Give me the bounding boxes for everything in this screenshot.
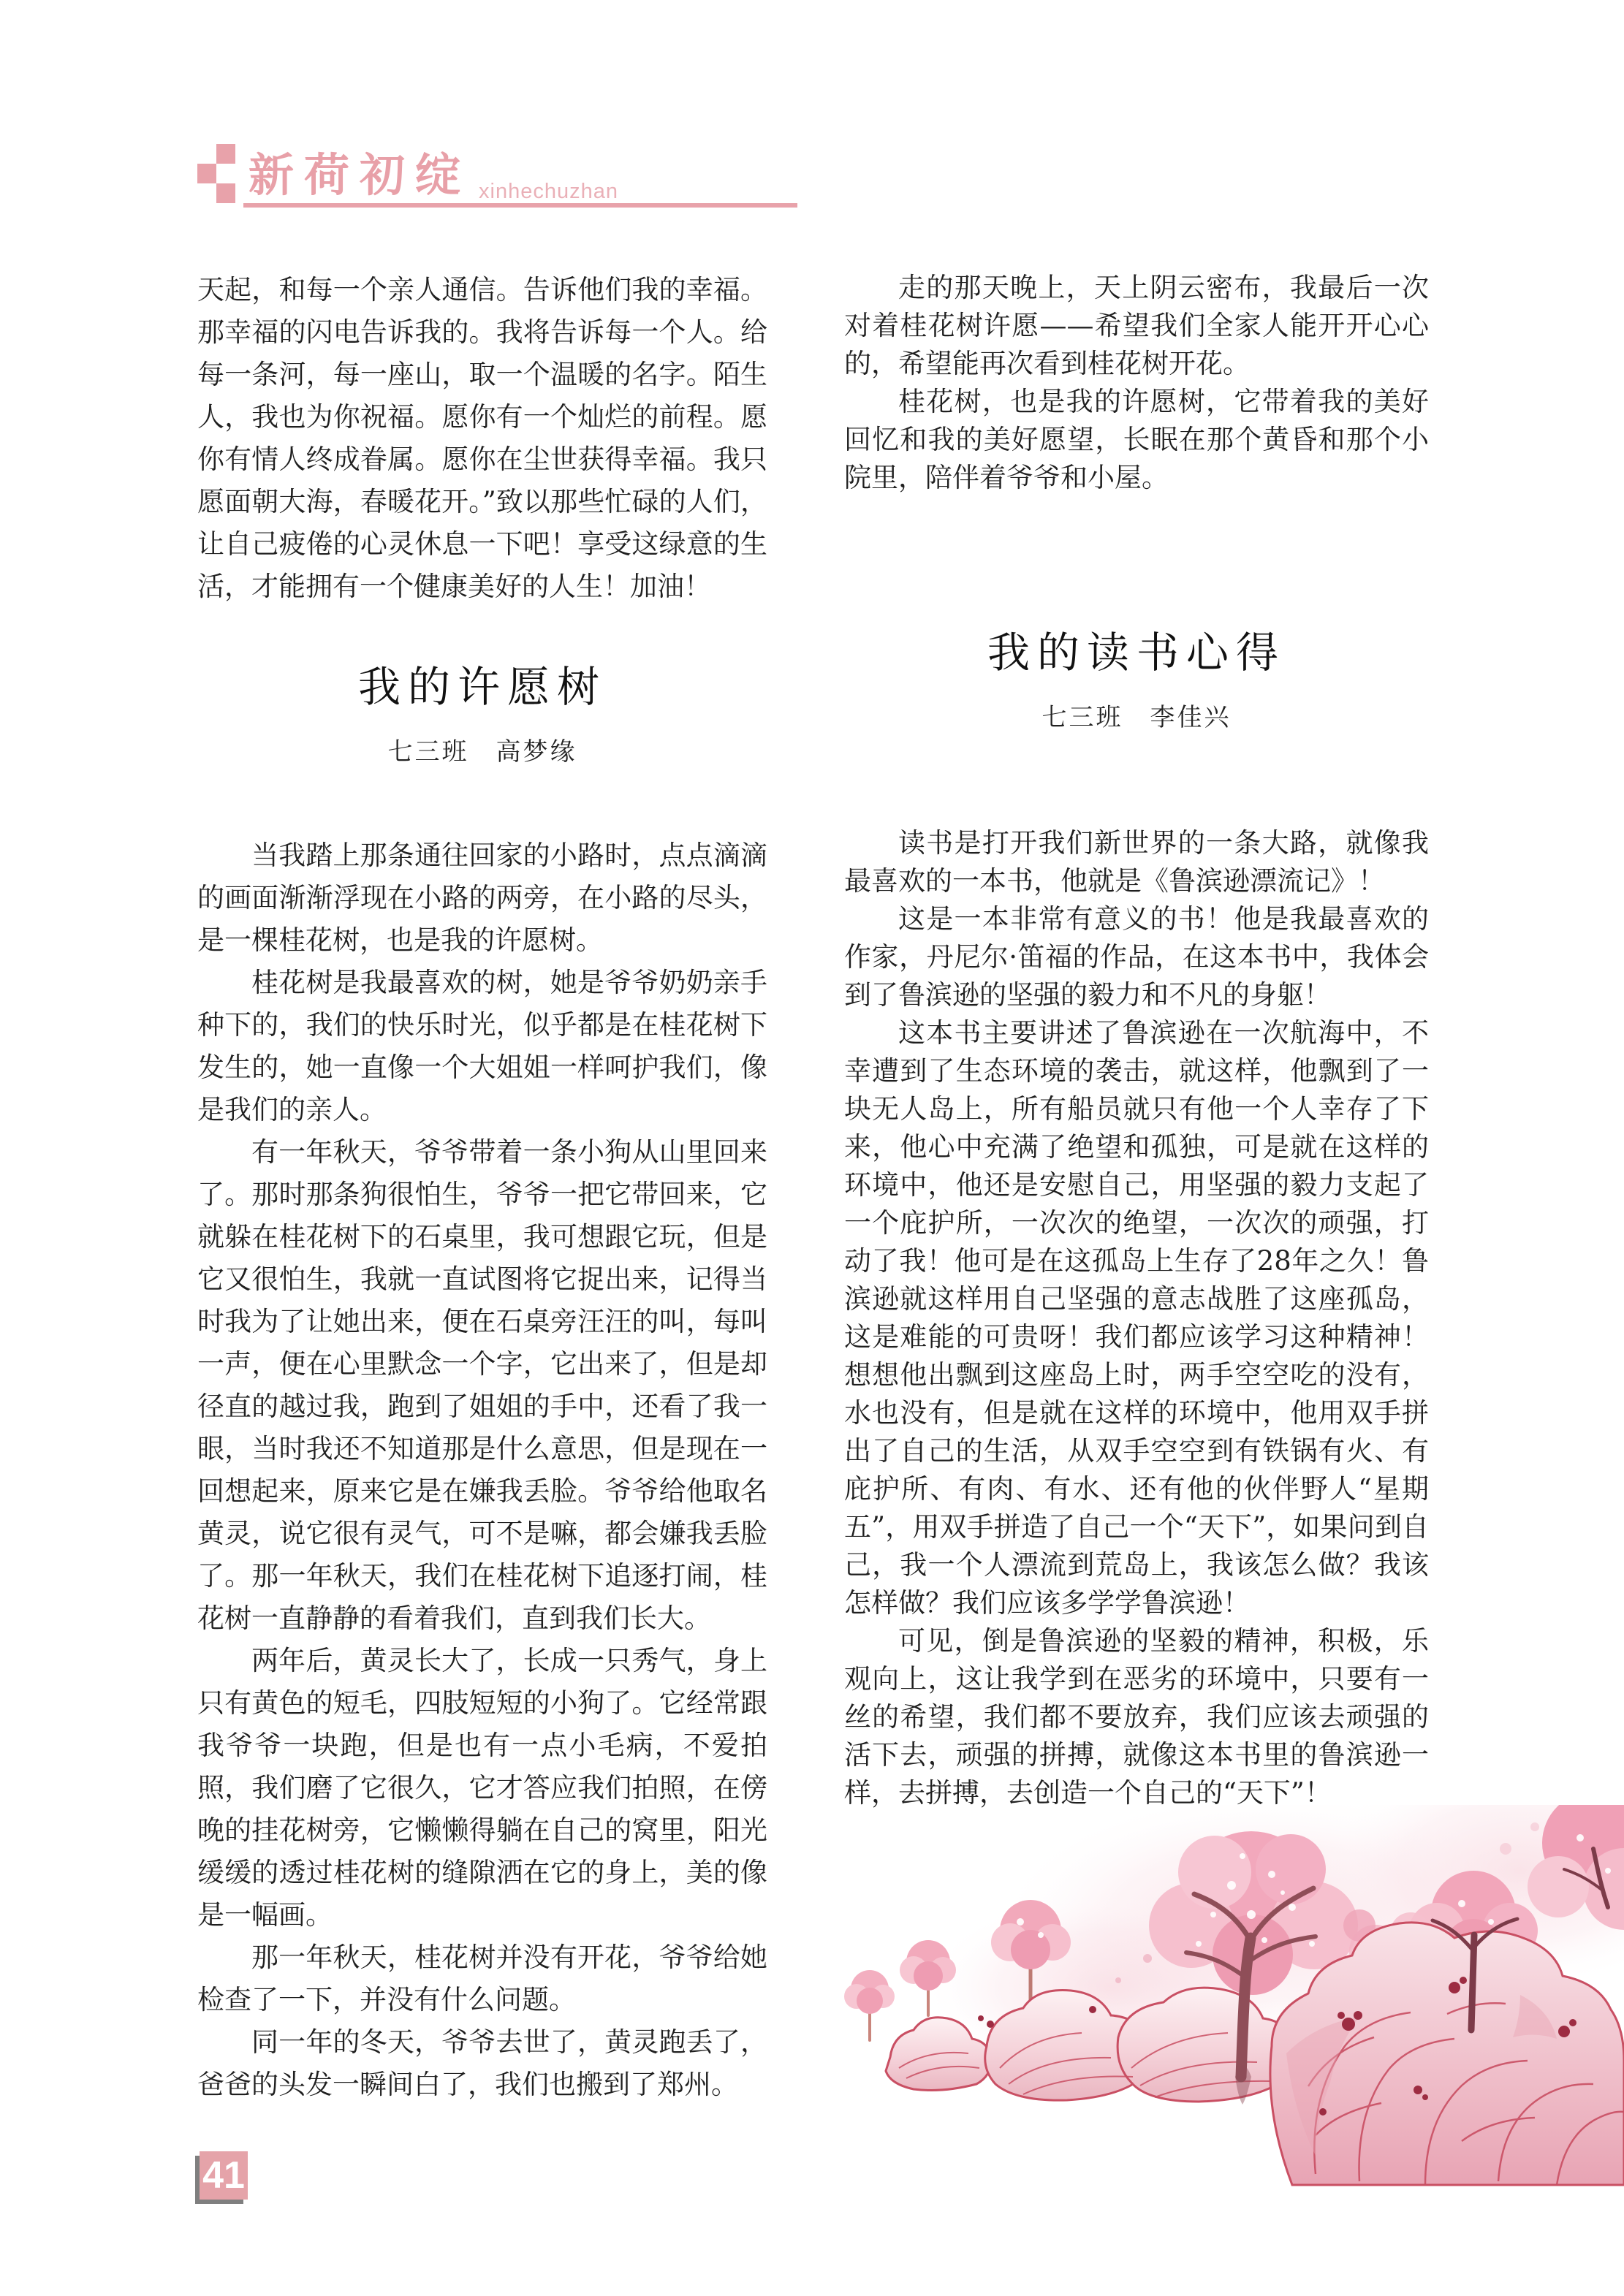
essay1-end-paragraph: 桂花树，也是我的许愿树，它带着我的美好回忆和我的美好愿望，长眠在那个黄昏和那个小院里，陪伴着爷爷和小屋。 <box>844 386 1429 493</box>
logo-checker-square <box>216 144 235 164</box>
essay1-paragraph: 同一年的冬天，爷爷去世了，黄灵跑丢了，爸爸的头发一瞬间白了，我们也搬到了郑州。 <box>197 2026 767 2100</box>
essay1-continuation-paragraph: 天起，和每一个亲人通信。告诉他们我的幸福。那幸福的闪电告诉我的。我将告诉每一个人。给每一条河，每一座山，取一个温暖的名字。陌生人，我也为你祝福。愿你有一个灿烂的前程。愿你有情人终成眷属。愿你在尘世获得幸福。我只愿面朝大海，春暖花开。”致以那些忙碌的人们，让自己疲倦的心灵休息一下吧！享受这绿意的生活，才能拥有一个健康美好的人生！加油！ <box>197 274 767 602</box>
essay1-byline: 七三班 高梦缘 <box>387 737 577 767</box>
small-tree-icon <box>844 1970 895 2040</box>
blossom-illustration <box>804 1805 1624 2192</box>
logo-subtext: xinhechuzhan <box>479 180 618 203</box>
essay2-byline: 七三班 李佳兴 <box>1041 703 1232 732</box>
essay1-paragraph: 两年后，黄灵长大了，长成一只秀气，身上只有黄色的短毛，四肢短短的小狗了。它经常跟我爷爷一块跑，但是也有一点小毛病，不爱拍照，我们磨了它很久，它才答应我们拍照，在傍晚的挂花树旁，它懒懒得躺在自己的窝里，阳光缓缓的透过桂花树的缝隙洒在它的身上，美的像是一幅画。 <box>197 1645 767 1931</box>
essay1-end-paragraph: 走的那天晚上，天上阴云密布，我最后一次对着桂花树许愿——希望我们全家人能开开心心的，希望能再次看到桂花树开花。 <box>844 272 1429 379</box>
essay1-paragraph: 有一年秋天，爷爷带着一条小狗从山里回来了。那时那条狗很怕生，爷爷一把它带回来，它就躲在桂花树下的石桌里，我可想跟它玩，但是它又很怕生，我就一直试图将它捉出来，记得当时我为了让她出来，便在石桌旁汪汪的叫，每叫一声，便在心里默念一个字，它出来了，但是却径直的越过我，跑到了姐姐的手中，还看了我一眼，当时我还不知道那是什么意思，但是现在一回想起来，原来它是在嫌我丢脸。爷爷给他取名黄灵，说它很有灵气，可不是嘛，都会嫌我丢脸了。那一年秋天，我们在桂花树下追逐打闹，桂花树一直静静的看着我们，直到我们长大。 <box>197 1136 767 1634</box>
essay2-paragraph: 读书是打开我们新世界的一条大路，就像我最喜欢的一本书，他就是《鲁滨逊漂流记》！ <box>844 827 1429 897</box>
essay2-title: 我的读书心得 <box>987 628 1286 677</box>
essay1-title: 我的许愿树 <box>357 662 607 712</box>
header-underline <box>243 203 797 208</box>
right-column <box>844 269 1429 1812</box>
essay1-paragraph: 桂花树是我最喜欢的树，她是爷爷奶奶亲手种下的，我们的快乐时光，似乎都是在桂花树下发生的，她一直像一个大姐姐一样呵护我们，像是我们的亲人。 <box>197 967 767 1125</box>
logo-text: 新荷初绽 <box>248 151 471 201</box>
left-column <box>197 269 767 2106</box>
essay1-paragraph: 当我踏上那条通往回家的小路时，点点滴滴的画面渐渐浮现在小路的两旁，在小路的尽头，是一棵桂花树，也是我的许愿树。 <box>197 840 767 956</box>
page-number-badge: 41 <box>200 2151 248 2200</box>
essay2-paragraph: 可见，倒是鲁滨逊的坚毅的精神，积极，乐观向上，这让我学到在恶劣的环境中，只要有一丝的希望，我们都不要放弃，我们应该去顽强的活下去，顽强的拼搏，就像这本书里的鲁滨逊一样，去拼搏，去创造一个自己的“天下”！ <box>844 1625 1429 1809</box>
essay1-paragraph: 那一年秋天，桂花树并没有开花，爷爷给她检查了一下，并没有什么问题。 <box>197 1942 767 2015</box>
logo-checker-square <box>197 164 216 183</box>
logo-checker-square <box>216 183 235 203</box>
essay2-paragraph: 这是一本非常有意义的书！他是我最喜欢的作家，丹尼尔·笛福的作品，在这本书中，我体会到了鲁滨逊的坚强的毅力和不凡的身躯！ <box>844 903 1429 1011</box>
essay2-paragraph: 这本书主要讲述了鲁滨逊在一次航海中，不幸遭到了生态环境的袭击，就这样，他飘到了一块无人岛上，所有船员就只有他一个人幸存了下来，他心中充满了绝望和孤独，可是就在这样的环境中，他还是安慰自己，用坚强的毅力支起了一个庇护所，一次次的绝望，一次次的顽强，打动了我！他可是在这孤岛上生存了28年之久！鲁滨逊就这样用自己坚强的意志战胜了这座孤岛，这是难能的可贵呀！我们都应该学习这种精神！想想他出飘到这座岛上时，两手空空吃的没有，水也没有，但是就在这样的环境中，他用双手拼出了自己的生活，从双手空空到有铁锅有火、有庇护所、有肉、有水、还有他的伙伴野人“星期五”，用双手拼造了自己一个“天下”，如果问到自己，我一个人漂流到荒岛上，我该怎么做？我该怎样做？我们应该多学学鲁滨逊！ <box>844 1017 1429 1619</box>
